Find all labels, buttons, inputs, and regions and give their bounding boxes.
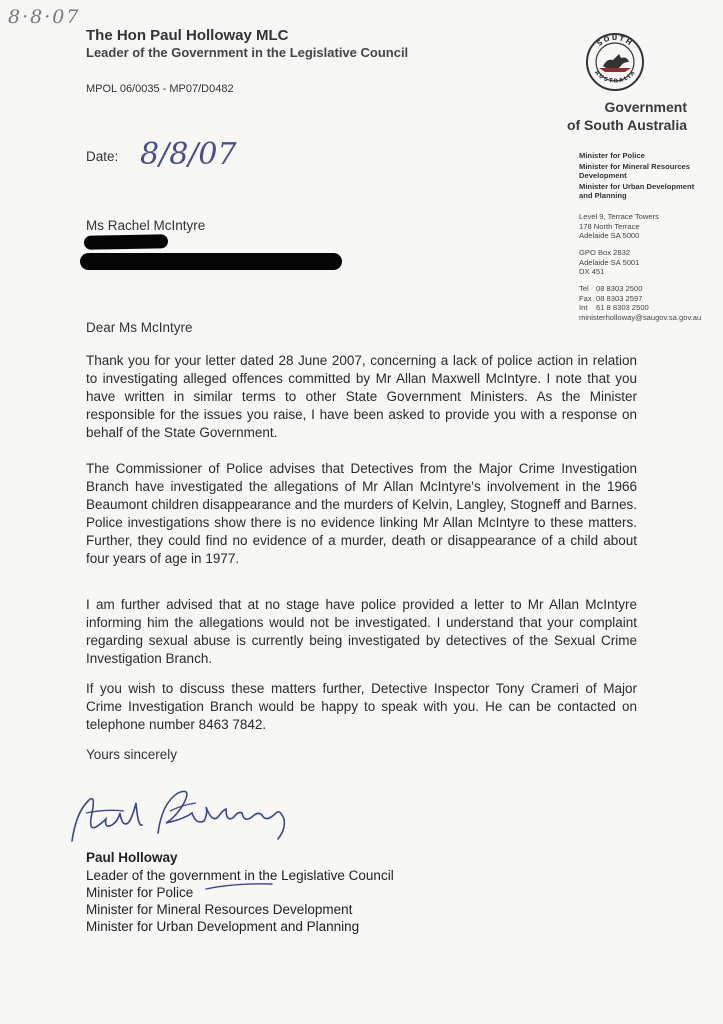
south-australia-seal-icon xyxy=(585,32,645,92)
sender-name: The Hon Paul Holloway MLC xyxy=(86,27,289,44)
address-line: 178 North Terrace xyxy=(579,221,640,231)
contact-tel: Tel 08 8303 2500 xyxy=(579,284,643,293)
contact-email: ministerholloway@saugov.sa.gov.au xyxy=(579,312,702,322)
handwritten-date: 8/8/07 xyxy=(140,137,237,172)
recipient-name: Ms Rachel McIntyre xyxy=(86,218,206,233)
seal-text-bottom: AUSTRALIA xyxy=(593,69,637,85)
postal-line: Adelaide SA 5001 xyxy=(579,257,640,267)
signatory-name: Paul Holloway xyxy=(86,850,178,865)
signature-image xyxy=(66,783,296,855)
signatory-title-3: Minister for Mineral Resources Development xyxy=(86,902,353,917)
postal-address xyxy=(579,248,639,277)
portfolio-urban: Minister for Urban Development and Planning xyxy=(579,181,695,201)
contact-details xyxy=(579,284,701,322)
body-paragraph-3: I am further advised that at no stage have police provided a letter to Mr Allan McIntyre informing him the allegations would not be investigated. I understand that your complaint regarding sexual abuse is currently being investigated by detectives of the Sexual Crime Investigation Branch. xyxy=(86,597,637,666)
address-line: Level 9, Terrace Towers xyxy=(579,212,659,221)
redaction-mark xyxy=(80,253,342,270)
body-paragraph-1: Thank you for your letter dated 28 June 2007, concerning a lack of police action in relation to investigating alleged offences committed by Mr Allan Maxwell McIntyre. I note that you have written in similar terms to other State Government Ministers. As the Minister responsible for the issues you raise, I have been asked to provide you with a response on behalf of the State Government. xyxy=(86,353,637,440)
postal-line: DX 451 xyxy=(579,267,605,277)
portfolio-list xyxy=(579,151,719,202)
body-paragraph-2: The Commissioner of Police advises that Detectives from the Major Crime Investigation Branch have investigated the allegations of Mr Allan McIntyre's involvement in the 1966 Beaumont children disappearance and the murders of Kelvin, Langley, Stogneff and Barnes. Police investigations show there is no evidence linking Mr Allan McIntyre to these matters. Further, they could find no evidence of a murder, death or disappearance of a child about four years of age in 1977. xyxy=(86,461,637,566)
closing: Yours sincerely xyxy=(86,747,178,762)
street-address xyxy=(579,212,659,241)
signatory-title-4: Minister for Urban Development and Planning xyxy=(86,919,360,934)
address-line: Adelaide SA 5000 xyxy=(579,231,640,241)
reference-number: MPOL 06/0035 - MP07/D0482 xyxy=(86,83,234,95)
portfolio-police: Minister for Police xyxy=(579,151,645,160)
seal-text-top: SOUTH xyxy=(595,33,635,48)
portfolio-mineral: Minister for Mineral Resources Development xyxy=(579,161,690,181)
signatory-title-2: Minister for Police xyxy=(86,885,194,900)
sender-role: Leader of the Government in the Legislative Council xyxy=(86,45,409,60)
redaction-mark xyxy=(84,234,168,249)
contact-int: Int 61 8 8303 2500 xyxy=(579,303,649,313)
signatory-title-1: Leader of the government in the Legislative Council xyxy=(86,868,394,883)
body-paragraph-4: If you wish to discuss these matters further, Detective Inspector Tony Crameri of Major Crime Investigation Branch would be happy to speak with you. He can be contacted on telephone number 8463 7842. xyxy=(86,681,637,732)
svg-text:SOUTH xyxy=(596,34,635,48)
date-label: Date: xyxy=(86,149,119,164)
government-title-line1: Government xyxy=(604,99,687,115)
postal-line: GPO Box 2832 xyxy=(579,248,631,257)
contact-fax: Fax 08 8303 2597 xyxy=(579,293,643,303)
handwritten-date-note: 8·8·07 xyxy=(8,6,81,28)
salutation: Dear Ms McIntyre xyxy=(86,320,193,335)
pen-underline-mark xyxy=(204,881,274,891)
government-title-line2: of South Australia xyxy=(566,117,687,133)
